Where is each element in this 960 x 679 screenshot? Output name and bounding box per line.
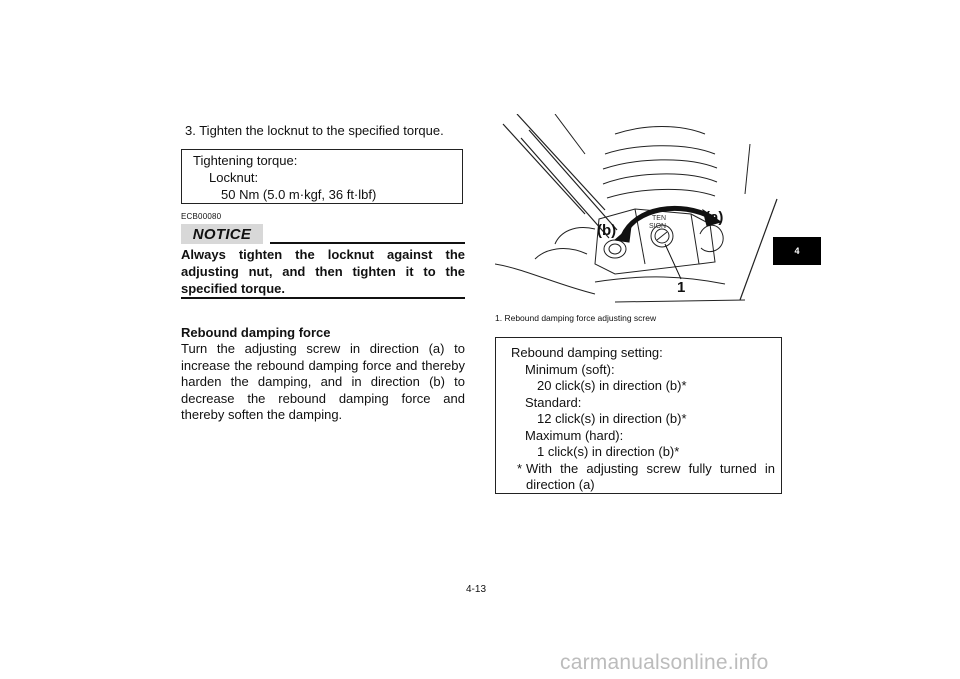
setting-std-label: Standard: bbox=[525, 394, 582, 410]
torque-spec-item: Locknut: bbox=[209, 170, 259, 185]
label-b: (b) bbox=[597, 222, 617, 239]
knob-label-bottom: SION bbox=[649, 223, 667, 230]
setting-max-value: 1 click(s) in direction (b)* bbox=[537, 444, 680, 459]
chapter-tab: 4 bbox=[773, 237, 821, 265]
setting-min-label: Minimum (soft): bbox=[525, 361, 615, 377]
notice-bottom-rule bbox=[181, 297, 465, 299]
setting-std-value: 12 click(s) in direction (b)* bbox=[537, 411, 687, 426]
damping-setting-box bbox=[495, 337, 782, 494]
notice-text: Always tighten the locknut against the adjusting nut, and then tighten it to the specified torque. bbox=[181, 247, 465, 296]
figure-caption: 1. Rebound damping force adjusting screw bbox=[495, 313, 657, 323]
setting-min-value: 20 click(s) in direction (b)* bbox=[537, 378, 687, 393]
footnote-text: With the adjusting screw fully turned in direction (a) bbox=[526, 460, 775, 492]
setting-max-label: Maximum (hard): bbox=[525, 427, 624, 443]
knob-label-top: TEN bbox=[652, 215, 666, 222]
shock-absorber-illustration bbox=[495, 114, 785, 306]
footnote-mark: * bbox=[517, 460, 523, 476]
torque-spec-heading: Tightening torque: bbox=[193, 153, 298, 168]
notice-code: ECB00080 bbox=[181, 212, 222, 221]
label-1: 1 bbox=[677, 279, 686, 296]
torque-spec-value: 50 Nm (5.0 m·kgf, 36 ft·lbf) bbox=[221, 187, 377, 202]
setting-heading: Rebound damping setting: bbox=[511, 345, 663, 360]
label-a: (a) bbox=[705, 209, 724, 226]
page-number: 4-13 bbox=[466, 584, 487, 595]
notice-badge: NOTICE bbox=[181, 224, 263, 244]
notice-top-rule bbox=[270, 242, 465, 244]
section-title: Rebound damping force bbox=[181, 325, 331, 340]
watermark: carmanualsonline.info bbox=[560, 651, 769, 674]
torque-spec-box bbox=[181, 149, 463, 204]
section-body: Turn the adjusting screw in direction (a) to increase the rebound damping force and thereby harden the damping, and in direction (b) to decrease the rebound damping force and thereby soften the damping. bbox=[181, 341, 465, 422]
step-3: 3. Tighten the locknut to the specified torque. bbox=[185, 123, 444, 138]
setting-footnote bbox=[511, 461, 775, 494]
